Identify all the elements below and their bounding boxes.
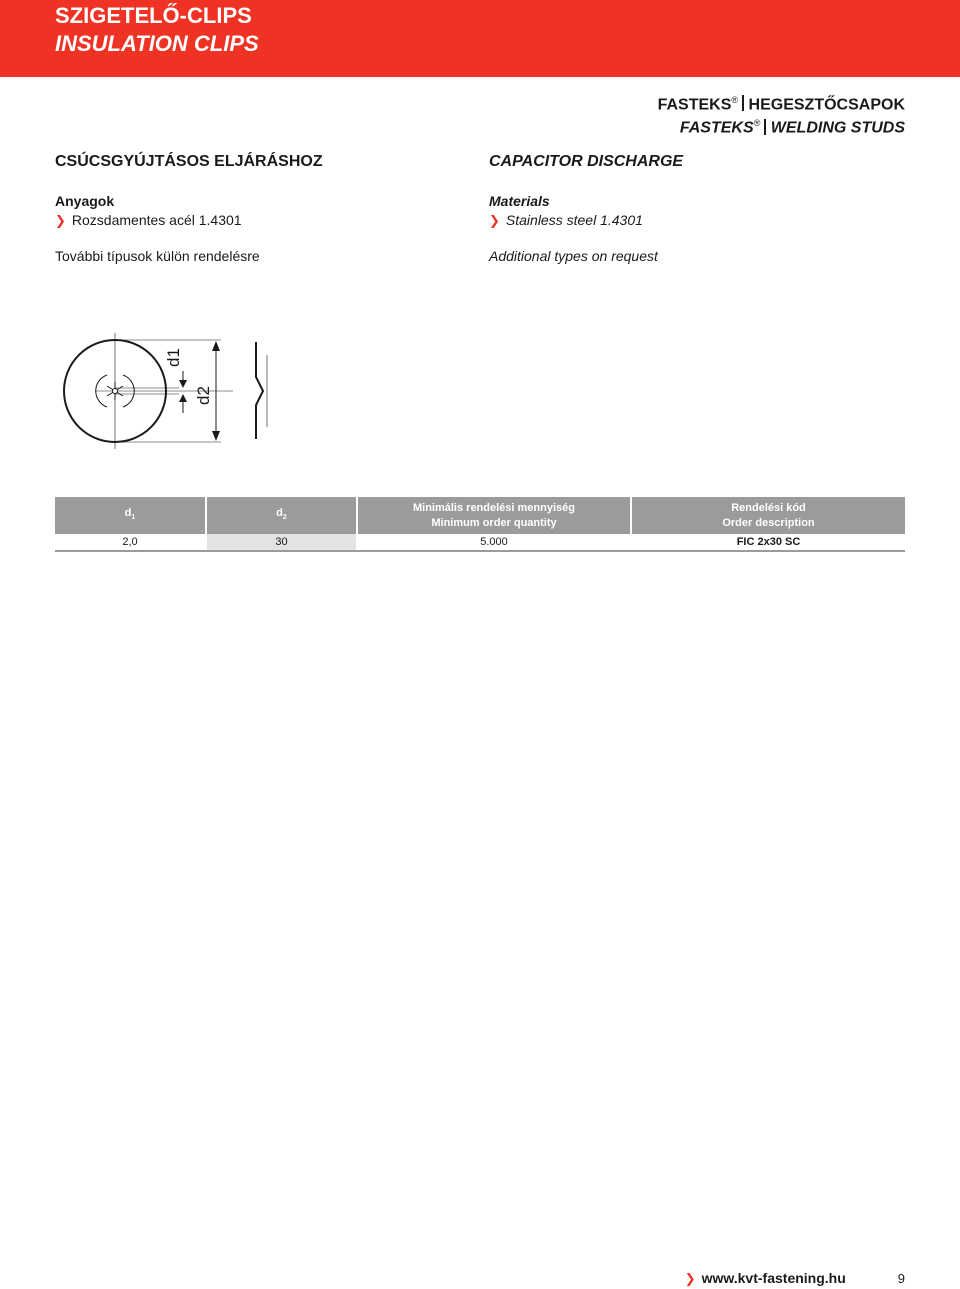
center-dot [113,389,118,394]
brand-name: FASTEKS [657,96,732,114]
col-header-min-qty: Minimális rendelési mennyiség Minimum order quantity [357,497,631,534]
header-band [0,0,960,77]
d1-label: d1 [164,348,183,367]
footer [685,1270,905,1287]
brand-product-hu: HEGESZTŐCSAPOK [748,96,905,114]
heading-hu: CSÚCSGYÚJTÁSOS ELJÁRÁSHOZ [55,153,323,170]
registered-mark: ® [731,95,739,105]
materials-text-hu: Rozsdamentes acél 1.4301 [71,212,242,228]
right-column [489,153,869,264]
d2-arrow-bottom [212,431,220,441]
brand-block [658,91,905,138]
brand-separator-en [764,119,766,135]
spec-table [55,497,905,552]
page-number: 9 [897,1271,905,1286]
materials-value-en [489,212,643,229]
cell-order-code: FIC 2x30 SC [631,534,905,551]
title-hu: SZIGETELŐ-CLIPS [55,3,252,28]
brand-line-hu [658,91,905,114]
materials-text-en: Stainless steel 1.4301 [505,212,643,228]
col-header-order-code: Rendelési kód Order description [631,497,905,534]
chevron-right-icon: ❯ [489,213,500,228]
cell-d1: 2,0 [55,534,206,551]
col-header-d2: $d_2$ [206,497,357,534]
cell-min-qty: 5.000 [357,534,631,551]
materials-label-en: Materials [489,193,550,209]
brand-name-en: FASTEKS [679,119,754,137]
brand-line-en [658,114,905,137]
footer-url[interactable]: www.kvt-fastening.hu [701,1270,846,1286]
materials-label-hu: Anyagok [55,193,115,209]
materials-value-hu [55,212,242,229]
note-en: Additional types on request [489,248,658,264]
registered-mark-en: ® [753,118,761,129]
brand-separator [742,95,744,111]
col-header-d1: $d_1$ [55,497,206,534]
title-en: INSULATION CLIPS [55,31,259,56]
table-header-row [55,497,905,534]
d2-arrow-top [212,341,220,351]
table-row [55,534,905,551]
insulation-clip-diagram [55,325,285,460]
cell-d2: 30 [206,534,357,551]
heading-en: CAPACITOR DISCHARGE [489,153,684,170]
brand-product-en: WELDING STUDS [770,119,905,137]
d2-label: d2 [194,386,213,405]
left-column [55,153,435,264]
note-hu: További típusok külön rendelésre [55,248,260,264]
chevron-right-icon: ❯ [55,213,66,228]
chevron-right-icon: ❯ [684,1271,696,1286]
clip-side-view [256,342,263,439]
